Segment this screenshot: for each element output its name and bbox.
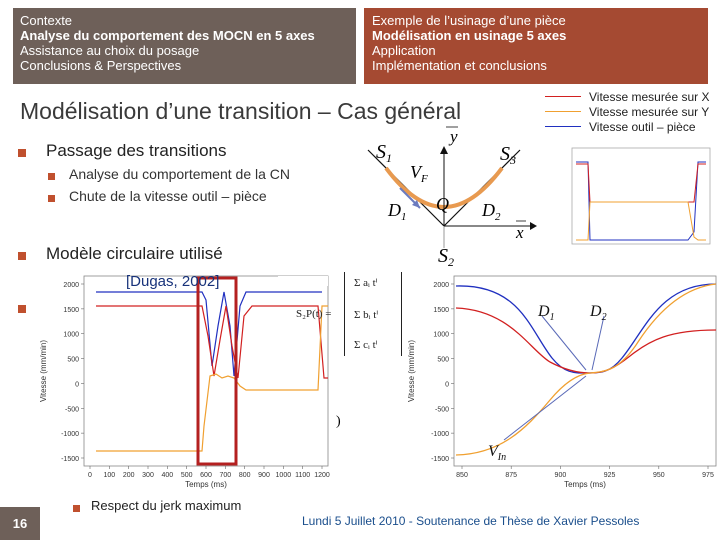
x-axis-label: Temps (ms) — [564, 480, 606, 489]
x-tick-label: 875 — [505, 472, 518, 479]
y-tick-label: -1500 — [431, 456, 449, 463]
y-tick-label: -1500 — [61, 456, 79, 463]
x-tick-label: 900 — [554, 472, 567, 479]
bullet-chute: Chute de la vitesse outil – pièce — [69, 188, 267, 204]
bullet-marker — [18, 252, 26, 260]
nav-item-conclusions[interactable]: Conclusions & Perspectives — [20, 58, 182, 73]
x-tick-label: 700 — [219, 472, 232, 479]
formula-block — [296, 272, 406, 364]
bullet-marker — [73, 505, 80, 512]
y-tick-label: 0 — [75, 381, 79, 389]
formula-sum-b: Σ bᵢ tⁱ — [354, 309, 379, 321]
y-tick-label: -500 — [434, 406, 449, 414]
bullet-marker — [48, 173, 55, 180]
label-s3: $S_3$ — [500, 143, 516, 167]
slide-title: Modélisation d’une transition – Cas général — [20, 98, 462, 124]
formula-lhs: S₂P(t) = — [296, 308, 332, 320]
label-d2: $D_2$ — [482, 200, 501, 223]
label-vin: $V_{In}$ — [488, 443, 507, 463]
nav-item-application[interactable]: Application — [372, 43, 436, 58]
bullet-modele: Modèle circulaire utilisé — [46, 244, 223, 263]
formula-bracket-left — [344, 272, 346, 356]
nav-item-contexte[interactable]: Contexte — [20, 13, 73, 28]
formula-paren: ) — [336, 414, 341, 429]
x-tick-label: 200 — [122, 472, 135, 479]
x-tick-label: 850 — [456, 472, 468, 479]
legend-item-y — [545, 104, 710, 119]
legend-swatch-red — [545, 96, 581, 97]
y-tick-label: 1000 — [433, 331, 449, 339]
x-tick-label: 900 — [258, 472, 270, 479]
bullet-analyse: Analyse du comportement de la CN — [69, 166, 290, 182]
x-tick-label: 1100 — [295, 472, 311, 479]
bullet-jerk: Respect du jerk maximum — [91, 498, 242, 513]
nav-item-analyse[interactable]: Analyse du comportement des MOCN en 5 axes — [20, 28, 315, 43]
nav-item-exemple[interactable]: Exemple de l’usinage d’une pièce — [372, 13, 566, 28]
x-tick-label: 1200 — [314, 472, 330, 479]
header-nav-right — [364, 8, 708, 84]
y-tick-label: 1000 — [63, 331, 79, 339]
y-arrow-icon — [440, 146, 448, 154]
label-d1: $D_1$ — [388, 200, 407, 223]
y-tick-label: -500 — [64, 406, 79, 414]
transition-diagram — [340, 118, 555, 268]
footer-text: Lundi 5 Juillet 2010 - Soutenance de Thèse de Xavier Pessoles — [302, 514, 640, 528]
preview-chart — [548, 142, 718, 260]
x-axis-label: Temps (ms) — [185, 480, 227, 489]
preview-plot-area — [572, 148, 710, 244]
citation: [Dugas, 2002] — [126, 273, 220, 290]
x-tick-label: 100 — [103, 472, 116, 479]
bullet-marker — [48, 195, 55, 202]
x-tick-label: 400 — [161, 472, 174, 479]
legend-item-x — [545, 89, 710, 104]
label-d1: $D_1$ — [538, 303, 555, 323]
x-tick-label: 975 — [702, 472, 714, 479]
label-x: x — [516, 223, 524, 242]
legend-label: Vitesse mesurée sur X — [589, 89, 710, 104]
x-tick-label: 500 — [180, 472, 193, 479]
y-tick-label: 2000 — [433, 282, 449, 289]
y-axis-label: Vitesse (mm/min) — [407, 339, 416, 403]
formula-sum-a: Σ aᵢ tⁱ — [354, 277, 378, 289]
y-tick-label: 500 — [437, 356, 449, 364]
y-tick-label: 1500 — [433, 306, 449, 314]
y-tick-label: 500 — [67, 356, 79, 364]
x-tick-label: 600 — [200, 472, 212, 479]
legend-item-outil — [545, 119, 710, 134]
formula-bracket-right — [400, 272, 402, 356]
bullet-passage: Passage des transitions — [46, 141, 227, 160]
x-tick-label: 0 — [88, 472, 92, 479]
y-tick-label: 0 — [445, 381, 449, 389]
label-s2: $S_2$ — [438, 245, 454, 268]
legend-label: Vitesse outil – pièce — [589, 119, 696, 134]
x-tick-label: 800 — [238, 472, 251, 479]
nav-item-posage[interactable]: Assistance au choix du posage — [20, 43, 200, 58]
chart-right-svg — [400, 270, 720, 498]
y-tick-label: -1000 — [61, 431, 79, 439]
label-s1: $S_1$ — [376, 141, 392, 165]
bullet-marker — [18, 305, 26, 313]
chart-right — [400, 270, 720, 498]
label-vf: $V_F$ — [410, 162, 428, 185]
label-q: Q — [436, 194, 449, 214]
x-tick-label: 300 — [142, 472, 154, 479]
nav-item-implementation[interactable]: Implémentation et conclusions — [372, 58, 547, 73]
y-tick-label: 1500 — [63, 306, 79, 314]
legend-swatch-orange — [545, 111, 581, 112]
y-tick-label: 2000 — [63, 282, 79, 289]
formula-sum-c: Σ cᵢ tⁱ — [354, 339, 378, 351]
legend-label: Vitesse mesurée sur Y — [589, 104, 710, 119]
header-nav-left — [13, 8, 356, 84]
y-axis-label: Vitesse (mm/min) — [39, 339, 48, 403]
x-tick-label: 950 — [652, 472, 665, 479]
x-arrow-icon — [530, 222, 537, 230]
plot-area — [454, 276, 716, 466]
page-number: 16 — [0, 507, 40, 540]
chart-legend — [545, 89, 710, 134]
y-tick-label: -1000 — [431, 431, 449, 439]
nav-item-modelisation[interactable]: Modélisation en usinage 5 axes — [372, 28, 567, 43]
label-y: y — [450, 127, 458, 146]
x-tick-label: 925 — [603, 472, 616, 479]
label-d2: $D_2$ — [590, 303, 607, 323]
x-tick-label: 1000 — [275, 472, 292, 479]
bullet-marker — [18, 149, 26, 157]
